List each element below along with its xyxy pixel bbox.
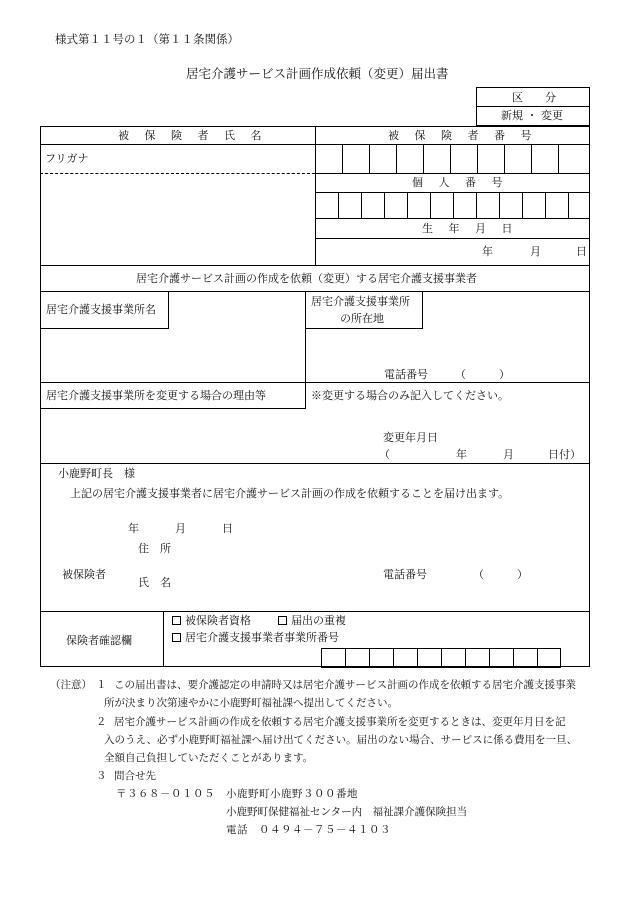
birthdate-month[interactable]: 月 — [530, 245, 541, 258]
check-item-qualification[interactable] — [172, 614, 251, 628]
note-3-number: ３ — [96, 770, 107, 782]
contact-line-1: 〒３６８－０１０５ 小鹿野町小鹿野３００番地 — [116, 788, 358, 800]
check-item-duplicate[interactable] — [278, 614, 346, 628]
contact-line-3: 電話 ０４９４－７５－４１０３ — [226, 824, 391, 836]
furigana-label: フリガナ — [45, 152, 89, 165]
insured-number-header: 被 保 険 者 番 号 — [388, 129, 538, 142]
change-date-day[interactable]: 日付） — [548, 448, 581, 461]
declaration-day[interactable]: 日 — [222, 522, 233, 535]
change-note: ※変更する場合のみ記入してください。 — [311, 389, 509, 402]
birthdate-day[interactable]: 日 — [576, 245, 587, 258]
insured-phone-label: 電話番号 — [383, 568, 427, 581]
provider-section-title: 居宅介護サービス計画の作成を依頼（変更）する居宅介護支援事業者 — [136, 272, 477, 285]
form-number: 様式第１１号の１（第１１条関係） — [55, 32, 239, 46]
note-3-heading: 問合せ先 — [114, 770, 156, 782]
contact-line-2: 小鹿野町保健福祉センター内 福祉課介護保険担当 — [226, 806, 468, 818]
change-date-month[interactable]: 月 — [503, 448, 514, 461]
birthdate-year[interactable]: 年 — [482, 245, 493, 258]
birthdate-header: 生 年 月 日 — [422, 222, 519, 235]
addressee: 小鹿野町長 様 — [58, 467, 135, 480]
change-date-open: （ — [379, 448, 390, 461]
change-date-year[interactable]: 年 — [456, 448, 467, 461]
checkbox-icon[interactable] — [172, 616, 181, 625]
insured-label: 被保険者 — [62, 568, 106, 581]
note-1-number: １ — [96, 679, 107, 691]
provider-phone-label: 電話番号 — [384, 368, 428, 381]
address-label: 住 所 — [138, 542, 171, 555]
check-provider-number-label: 居宅介護支援事業者事業所番号 — [185, 631, 339, 644]
provider-address-label-1: 居宅介護支援事業所 — [311, 295, 410, 308]
insured-phone-paren[interactable]: （ ） — [473, 568, 528, 581]
provider-name-label: 居宅介護支援事業所名 — [46, 303, 156, 316]
check-item-provider-number[interactable] — [172, 631, 339, 645]
provider-address-label-2: の所在地 — [340, 312, 384, 325]
declaration-month[interactable]: 月 — [175, 522, 186, 535]
checkbox-icon[interactable] — [172, 633, 181, 642]
insurer-check-label: 保険者確認欄 — [66, 634, 132, 647]
declaration-year[interactable]: 年 — [128, 522, 139, 535]
note-2-number: ２ — [96, 716, 107, 728]
note-2-line-3: 全額自己負担していただくことがあります。 — [104, 752, 314, 764]
change-date-label: 変更年月日 — [383, 431, 438, 444]
provider-phone-paren[interactable]: （ ） — [455, 368, 510, 381]
change-reason-label: 居宅介護支援事業所を変更する場合の理由等 — [46, 389, 266, 402]
check-duplicate-label: 届出の重複 — [291, 614, 346, 627]
checkbox-icon[interactable] — [278, 616, 287, 625]
declaration-text: 上記の居宅介護支援事業者に居宅介護サービス計画の作成を依頼することを届け出ます。 — [70, 487, 510, 500]
personal-number-header: 個 人 番 号 — [412, 176, 509, 189]
insured-name-header: 被 保 険 者 氏 名 — [118, 129, 268, 142]
notes-heading: （注意） — [50, 679, 92, 691]
kubun-value[interactable]: 新規 ・ 変更 — [501, 109, 563, 122]
note-1-line-2: 所が決まり次第速やかに小鹿野町福祉課へ提出してください。 — [104, 697, 398, 709]
page-title: 居宅介護サービス計画作成依頼（変更）届出書 — [186, 66, 449, 81]
note-2-line-2: 入のうえ、必ず小鹿野町福祉課へ届け出てください。届出のない場合、サービスに係る費用を一旦、 — [104, 734, 578, 746]
note-1-line-1: この届出書は、要介護認定の申請時又は居宅介護サービス計画の作成を依頼する居宅介護支援事業 — [114, 679, 576, 691]
kubun-label: 区 分 — [512, 91, 556, 104]
check-qualification-label: 被保険者資格 — [185, 614, 251, 627]
name-label: 氏 名 — [138, 576, 171, 589]
note-2-line-1: 居宅介護サービス計画の作成を依頼する居宅介護支援事業所を変更するときは、変更年月日を記 — [114, 716, 566, 728]
